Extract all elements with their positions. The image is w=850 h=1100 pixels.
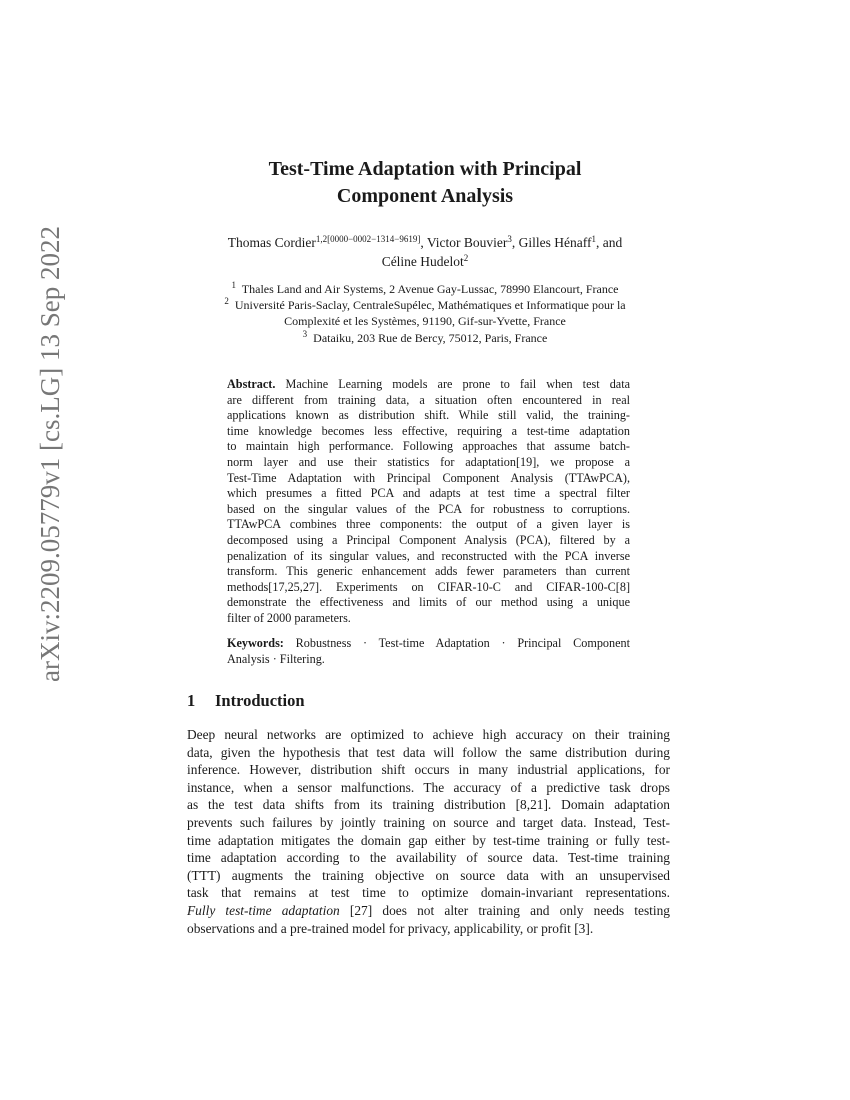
body-line: as the test data shifts from its training distribution [8,21]. Domain adaptation	[187, 797, 670, 813]
author-line-2	[130, 252, 720, 271]
arxiv-stamp-text: arXiv:2209.05779v1 [cs.LG] 13 Sep 2022	[35, 226, 65, 682]
affiliation-mark: 1	[231, 280, 236, 290]
author-name: Céline Hudelot	[381, 254, 464, 269]
author-line-1	[130, 233, 720, 252]
emphasis-text: Fully test-time adaptation	[187, 902, 340, 918]
abstract-line: transform. This generic enhancement adds fewer parameters than current	[227, 564, 630, 579]
affiliation-text: Complexité et les Systèmes, 91190, Gif-sur-Yvette, France	[284, 314, 566, 329]
author-list	[130, 233, 720, 271]
body-line: Deep neural networks are optimized to achieve high accuracy on their training	[187, 727, 670, 742]
author-name: , Victor Bouvier	[420, 235, 508, 250]
author-name: Thomas Cordier	[227, 235, 316, 250]
abstract-line: Test-Time Adaptation with Principal Component Analysis (TTAwPCA),	[227, 470, 630, 485]
abstract-line: Abstract. Machine Learning models are prone to fail when test data	[227, 377, 630, 391]
author-affiliation-mark: 2	[463, 253, 469, 263]
affiliation-line	[150, 313, 700, 329]
body-line: time adaptation mitigates the domain gap either by test-time training or fully test-	[187, 832, 670, 848]
author-affiliation-mark: 3	[507, 234, 512, 244]
intro-paragraph	[187, 726, 670, 937]
keywords-label: Keywords:	[227, 636, 284, 650]
section-number: 1	[187, 691, 196, 710]
affiliation-line	[150, 281, 700, 297]
section-heading	[187, 690, 305, 712]
abstract-line: to maintain high performance. Following approaches that assume batch-	[227, 439, 630, 454]
abstract	[227, 377, 630, 627]
title-line-2: Component Analysis	[336, 185, 514, 207]
body-line: data, given the hypothesis that test data will follow the same distribution during	[187, 744, 670, 760]
body-line: Fully test-time adaptation [27] does not alter training and only needs testing	[187, 902, 670, 918]
affiliations	[150, 281, 700, 346]
body-line: observations and a pre-trained model for privacy, applicability, or profit [3].	[187, 920, 594, 936]
keywords-line: Analysis · Filtering.	[227, 651, 325, 666]
affiliation-line	[150, 330, 700, 346]
author-affiliation-mark: 1	[591, 234, 596, 244]
body-line: inference. However, distribution shift occurs in many industrial applications, for	[187, 762, 670, 778]
abstract-line: demonstrate the effectiveness and limits of our method using a unique	[227, 595, 630, 610]
affiliation-text: Dataiku, 203 Rue de Bercy, 75012, Paris, France	[313, 330, 548, 345]
abstract-line: which presumes a fitted PCA and adapts at test time a spectral filter	[227, 486, 630, 501]
abstract-line: applications known as distribution shift. While still valid, the training-	[227, 408, 630, 423]
abstract-line: based on the singular values of the PCA for robustness to corruptions.	[227, 501, 630, 516]
body-line: instance, when a sensor malfunctions. The accuracy of a predictive task drops	[187, 779, 670, 795]
keywords-line: Keywords: Robustness · Test-time Adaptation · Principal Component	[227, 636, 630, 650]
body-line: task that remains at test time to optimize domain-invariant representations.	[187, 885, 670, 901]
abstract-line: time knowledge becomes less effective, requiring a test-time adaptation	[227, 423, 630, 438]
author-name: , Gilles Hénaff	[511, 235, 592, 250]
abstract-line: are different from training data, a situation often encountered in real	[227, 392, 630, 407]
author-affiliation-mark: 1,2[0000−0002−1314−9619]	[315, 234, 421, 244]
abstract-line: methods[17,25,27]. Experiments on CIFAR-10-C and CIFAR-100-C[8]	[227, 579, 630, 594]
title-line-1: Test-Time Adaptation with Principal	[268, 158, 582, 180]
body-line: (TTT) augments the training objective on source data with an unsupervised	[187, 867, 670, 883]
abstract-line: filter of 2000 parameters.	[227, 610, 351, 625]
keywords	[227, 636, 630, 667]
paper-title	[120, 156, 730, 210]
affiliation-line	[150, 297, 700, 313]
abstract-line: decomposed using a Principal Component Analysis (PCA), filtered by a	[227, 532, 630, 547]
abstract-line: norm layer and use their statistics for adaptation[19], we propose a	[227, 454, 630, 469]
section-title: Introduction	[215, 691, 305, 710]
body-line: time adaptation according to the availability of source data. Test-time training	[187, 850, 670, 866]
abstract-line: penalization of its singular values, and reconstructed with the PCA inverse	[227, 548, 630, 563]
author-conjunction: , and	[596, 235, 623, 250]
affiliation-mark: 3	[302, 328, 308, 339]
affiliation-text: Université Paris-Saclay, CentraleSupélec, Mathématiques et Informatique pour la	[234, 298, 626, 313]
affiliation-text: Thales Land and Air Systems, 2 Avenue Gay-Lussac, 78990 Elancourt, France	[241, 282, 619, 296]
body-line: prevents such failures by jointly training on source and target data. Instead, Test-	[187, 814, 670, 830]
abstract-line: TTAwPCA combines three components: the output of a given layer is	[227, 517, 630, 532]
affiliation-mark: 2	[224, 296, 229, 307]
abstract-label: Abstract.	[227, 377, 276, 391]
